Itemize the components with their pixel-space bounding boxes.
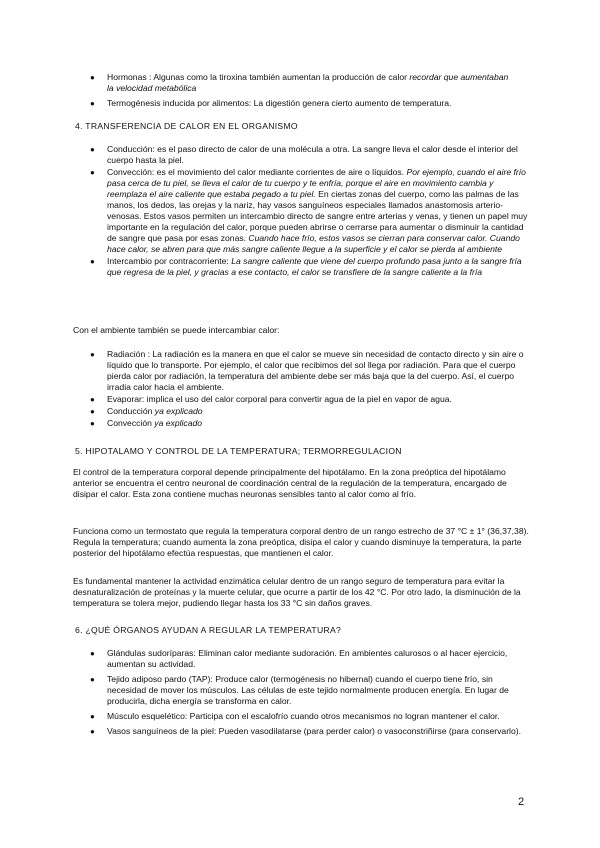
list-item: ● Hormonas : Algunas como la tiroxina también aumentan la producción de calor recordar que aumentaban la velocidad metabólica: [90, 72, 509, 93]
section-4-heading: 4. TRANSFERENCIA DE CALOR EN EL ORGANISMO: [75, 121, 298, 131]
list-item: ● Glándulas sudoríparas: Eliminan calor mediante sudoración. En ambientes calurosos o al hacer ejercicio, aumentan su actividad.: [90, 648, 508, 669]
section-5-paragraph-3: Es fundamental mantener la actividad enzimática celular dentro de un rango seguro de temperatura para evitar la desnaturalización de proteínas y la muerte celular, que ocurre a partir de los 42 °C. Por otro lado, la disminución de la temperatura se tolera mejor, pudiendo llegar hasta los 33 °C sin daños graves.: [73, 576, 521, 608]
section-5-heading: 5. HIPOTALAMO Y CONTROL DE LA TEMPERATURA; TERMORREGULACION: [75, 446, 402, 456]
list-item: ● Evaporar: implica el uso del calor corporal para convertir agua de la piel en vapor de agua.: [90, 394, 452, 404]
list-item: ● Convección ya explicado: [90, 418, 203, 428]
section-5-paragraph-2: Funciona como un termostato que regula la temperatura corporal dentro de un rango estrecho de 37 °C ± 1° (36,37,38). Regula la temperatura; cuando aumenta la zona preóptica, disipa el calor y cuando disminuye la temperatura, la parte posterior del hipotálamo efectúa respuestas, que mantienen el calor.: [73, 526, 529, 558]
list-item: ● Convección: es el movimiento del calor mediante corrientes de aire o líquidos. Por ejemplo, cuando el aire frío pasa cerca de tu piel, se lleva el calor de tu cuerpo y te enfría, porque el aire en movimiento cambia y reemplaza el aire caliente que estaba pegado a tu piel. En ciertas zonas del cuerpo, como las palmas de las manos, los dedos, las orejas y la nariz, hay vasos sanguíneos especiales llamados anastomosis arterio-venosas. Estos vasos permiten un intercambio directo de sangre entre arterias y venas, y tienen un papel muy importante en la regulación del calor, porque pueden abrirse o cerrarse para aumentar o disminuir la cantidad de sangre que pasa por esas zonas. Cuando hace frío, estos vasos se cierran para conservar calor. Cuando hace calor, se abren para que más sangre caliente llegue a la superficie y el calor se pierda al ambiente: [90, 167, 528, 254]
section-5-paragraph-1: El control de la temperatura corporal depende principalmente del hipotálamo. En la zona preóptica del hipotálamo anterior se encuentra el centro neuronal de coordinación central de la regulación de la temperatura, encargado de disipar el calor. Esta zona contiene muchas neuronas sensibles tanto al calor como al frío.: [73, 467, 507, 499]
list-item: ● Radiación : La radiación es la manera en que el calor se mueve sin necesidad de contacto directo y sin aire o líquido que lo transporte. Por ejemplo, el calor que recibimos del sol llega por radiación. Para que el cuerpo pierda calor por radiación, la temperatura del ambiente debe ser más baja que la del cuerpo. Así, el cuerpo irradia calor hacia el ambiente.: [90, 349, 524, 392]
transfer-list: [90, 144, 532, 279]
list-item: ● Termogénesis inducida por alimentos: La digestión genera cierto aumento de temperatura.: [90, 98, 452, 108]
list-item: ● Intercambio por contracorriente: La sangre caliente que viene del cuerpo profundo pasa junto a la sangre fría que regresa de la piel, y gracias a ese contacto, el calor se transfiere de la sangre caliente a la fría: [90, 256, 522, 277]
list-item: ● Conducción ya explicado: [90, 406, 203, 416]
organs-list: [90, 648, 532, 741]
list-item: ● Músculo esquelético: Participa con el escalofrío cuando otros mecanismos no logran mantener el calor.: [90, 711, 500, 721]
hormone-list: [90, 72, 517, 113]
list-item: ● Vasos sanguíneos de la piel: Pueden vasodilatarse (para perder calor) o vasoconstriñirse (para conservarlo).: [90, 726, 521, 736]
section-6-heading: 6. ¿QUÉ ÓRGANOS AYUDAN A REGULAR LA TEMPERATURA?: [75, 625, 342, 635]
ambient-intro: Con el ambiente también se puede intercambiar calor:: [73, 325, 280, 335]
list-item: ● Tejido adiposo pardo (TAP): Produce calor (termogénesis no hibernal) cuando el cuerpo tiene frío, sin necesidad de mover los músculos. Las células de este tejido normalmente producen energía. En lugar de producirla, dicha energía se transforma en calor.: [90, 674, 509, 706]
list-item: ● Conducción: es el paso directo de calor de una molécula a otra. La sangre lleva el calor desde el interior del cuerpo hasta la piel.: [90, 144, 518, 165]
ambient-list: [90, 349, 532, 430]
page-number: 2: [518, 796, 525, 808]
